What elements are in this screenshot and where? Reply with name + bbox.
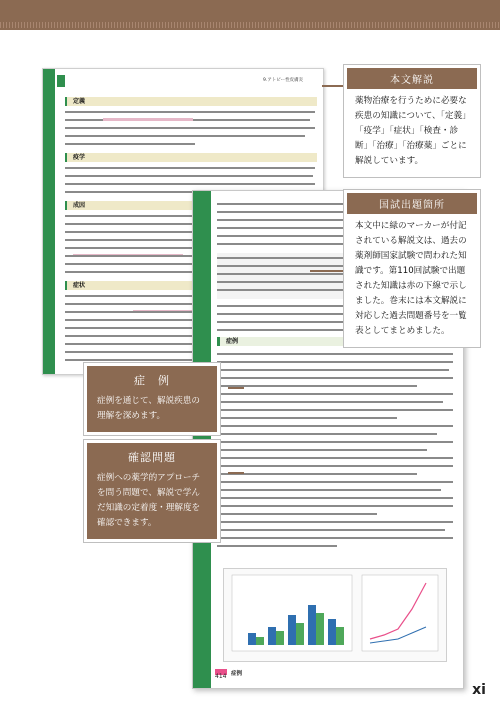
callout-check-questions: 確認問題 症例への薬学的アプローチを問う問題で、解説で学んだ知識の定着度・理解度を確認できます。 xyxy=(84,440,220,542)
case-caption: 症例 xyxy=(231,671,243,677)
section-epidemiology: 疫学 xyxy=(65,153,317,162)
chapter-tab xyxy=(43,69,55,374)
top-decorative-band xyxy=(0,0,500,30)
section-definition: 定義 xyxy=(65,97,317,106)
callout-case: 症 例 症例を通じて、解説疾患の理解を深めます。 xyxy=(84,363,220,435)
chapter-chip xyxy=(57,75,65,87)
section-symptoms: 症状 xyxy=(65,281,317,290)
page-number: 414 xyxy=(215,673,227,680)
section-etiology: 成因 xyxy=(65,201,317,210)
callout-exam-questions: 国試出題箇所 本文中に緑のマーカーが付記されている解説文は、過去の薬剤師国家試験で問われた知識です。第110回試験で出題された知識は赤の下線で示しました。巻末には本文解説に対応した過去問題番号を一覧表としてまとめました。 xyxy=(344,190,480,347)
lab-chart-figure xyxy=(223,568,447,662)
roman-page-marker: xi xyxy=(472,682,486,698)
section-case: 症例 xyxy=(217,337,456,346)
subject-heading: 9.アトピー性皮膚炎 xyxy=(263,78,304,83)
callout-main-text: 本文解説 薬物治療を行うために必要な疾患の知識について、「定義」「疫学」「症状」「検査・診断」「治療」「治療薬」ごとに解説しています。 xyxy=(344,65,480,177)
